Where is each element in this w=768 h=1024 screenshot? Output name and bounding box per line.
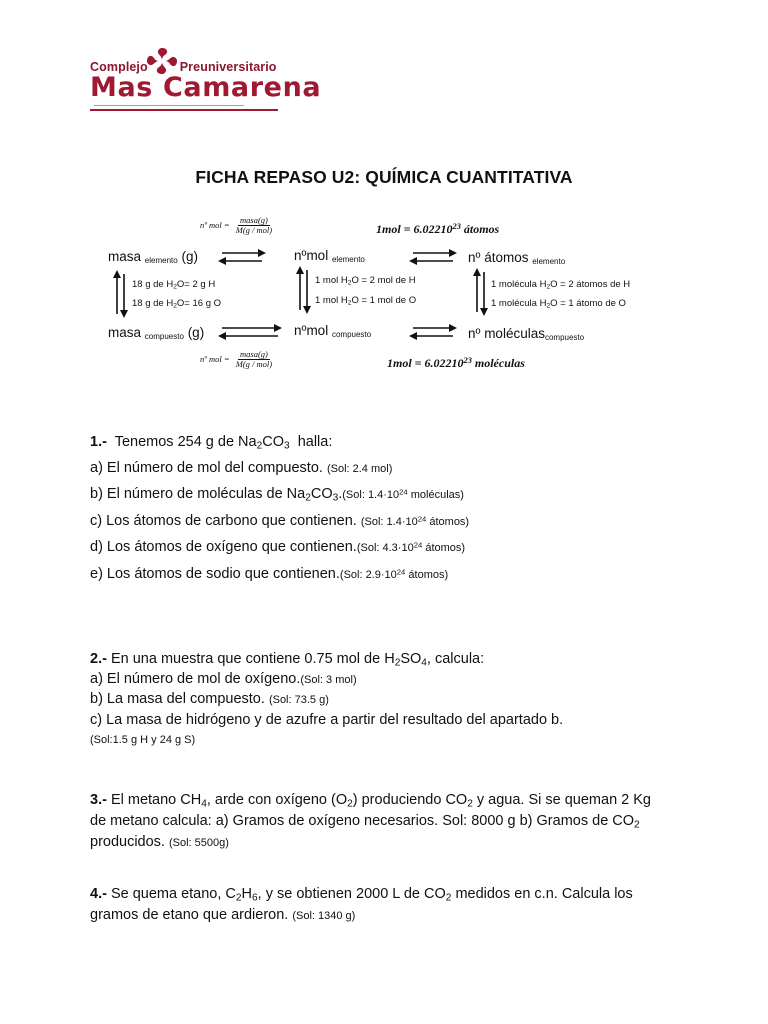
exercise-2-a: a) El número de mol de oxígeno.(Sol: 3 mol) bbox=[90, 670, 357, 687]
double-arrow-icon bbox=[409, 324, 457, 340]
exercise-3-line2: de metano calcula: a) Gramos de oxígeno necesarios. Sol: 8000 g b) Gramos de $CO_2$ bbox=[90, 813, 640, 831]
double-arrow-icon bbox=[218, 324, 282, 340]
exercise-3-line1: 3.- El metano $CH_4$, arde con oxígeno $(O_2)$ produciendo $CO_2$ y agua. Si se queman 2 Kg bbox=[90, 792, 651, 810]
double-arrow-icon bbox=[409, 249, 457, 265]
note-mass-o: 18 g de $H_2O= 16$ g O bbox=[132, 298, 222, 310]
note-mass-h: 18 g de $H_2O= 2$ g H bbox=[132, 279, 216, 291]
double-arrow-icon bbox=[218, 249, 266, 265]
logo-text-line2: Mas Camarena bbox=[90, 72, 322, 103]
vertical-double-arrow-icon bbox=[473, 268, 488, 316]
note-molecule-h: 1 molécula $H_2O = 2$ átomos de H bbox=[491, 279, 631, 291]
exercise-2 bbox=[90, 650, 690, 751]
exercise-4-line1: 4.- Se quema etano, $C_2H_6$, y se obtienen 2000 L de $CO_2$ medidos en c.n. Calcula los bbox=[90, 886, 633, 904]
label-masa-compuesto: masa $_{compuesto}$ (g) bbox=[108, 325, 205, 341]
note-mol-o: 1 mol $H_2O = 1$ mol de O bbox=[315, 295, 417, 307]
label-natomos-elemento: nº átomos $_{elemento}$ bbox=[468, 250, 566, 266]
exercise-4-line2: gramos de etano que ardieron. (Sol: 1340 g) bbox=[90, 907, 356, 923]
label-masa-elemento: masa $_{elemento}$ (g) bbox=[108, 249, 198, 265]
logo-text-line1: Complejo Preuniversitario bbox=[90, 60, 277, 74]
label-nmol-compuesto: nºmol $_{compuesto}$ bbox=[294, 323, 372, 339]
vertical-double-arrow-icon bbox=[296, 266, 311, 314]
formula-mol-top: nº mol = $\frac{\text{masa(g)}}{\text{M(g / mol)}}$ bbox=[200, 215, 273, 236]
exercise-2-b: b) La masa del compuesto. (Sol: 73.5 g) bbox=[90, 691, 329, 707]
avogadro-atoms: $1mol = 6.02210^{23}$ átomos bbox=[376, 222, 500, 236]
exercise-2-c: c) La masa de hidrógeno y de azufre a partir del resultado del apartado b. bbox=[90, 711, 564, 728]
formula-mol-bottom: nº mol = $\frac{\text{masa(g)}}{\text{M(g / mol)}}$ bbox=[200, 349, 273, 370]
label-nmol-elemento: nºmol $_{elemento}$ bbox=[294, 248, 365, 264]
vertical-double-arrow-icon bbox=[113, 270, 128, 318]
page-title: FICHA REPASO U2: QUÍMICA CUANTITATIVA bbox=[195, 167, 573, 187]
avogadro-molecules: $1mol = 6.02210^{23}$ moléculas bbox=[387, 356, 525, 370]
exercise-1 bbox=[90, 430, 690, 588]
exercise-1-intro: 1.- Tenemos 254 g de $Na_2CO_3$ halla: bbox=[90, 434, 333, 452]
label-nmoleculas-compuesto: nº moléculas$_{compuesto}$ bbox=[468, 326, 585, 342]
exercise-2-intro: 2.- En una muestra que contiene 0.75 mol de $H_2SO_4$, calcula: bbox=[90, 651, 485, 669]
exercise-1-b: b) El número de moléculas de $Na_2CO_3.(Sol$: $1.4\cdot 10^{24}$ moléculas) bbox=[90, 486, 464, 504]
exercise-1-d: d) Los átomos de oxígeno que contienen.(Sol: $4.3\cdot 10^{24}$ átomos) bbox=[90, 539, 466, 555]
exercise-1-c: c) Los átomos de carbono que contienen. (Sol: $1.4\cdot 10^{24}$ átomos) bbox=[90, 512, 470, 529]
note-mol-h: 1 mol $H_2O = 2$ mol de H bbox=[315, 275, 416, 287]
diagram-arrows bbox=[0, 0, 768, 420]
exercise-4 bbox=[90, 884, 690, 927]
exercise-3-line3: producidos. (Sol: 5500g) bbox=[90, 834, 229, 850]
exercise-2-c-solution: (Sol:1.5 g H y 24 g S) bbox=[90, 734, 196, 746]
exercise-1-e: e) Los átomos de sodio que contienen.(Sol: $2.9\cdot 10^{24}$ átomos) bbox=[90, 565, 449, 582]
note-molecule-o: 1 molécula $H_2O = 1$ átomo de O bbox=[491, 298, 626, 310]
exercise-3 bbox=[90, 790, 690, 854]
exercise-1-a: a) El número de mol del compuesto. (Sol: 2.4 mol) bbox=[90, 459, 393, 476]
